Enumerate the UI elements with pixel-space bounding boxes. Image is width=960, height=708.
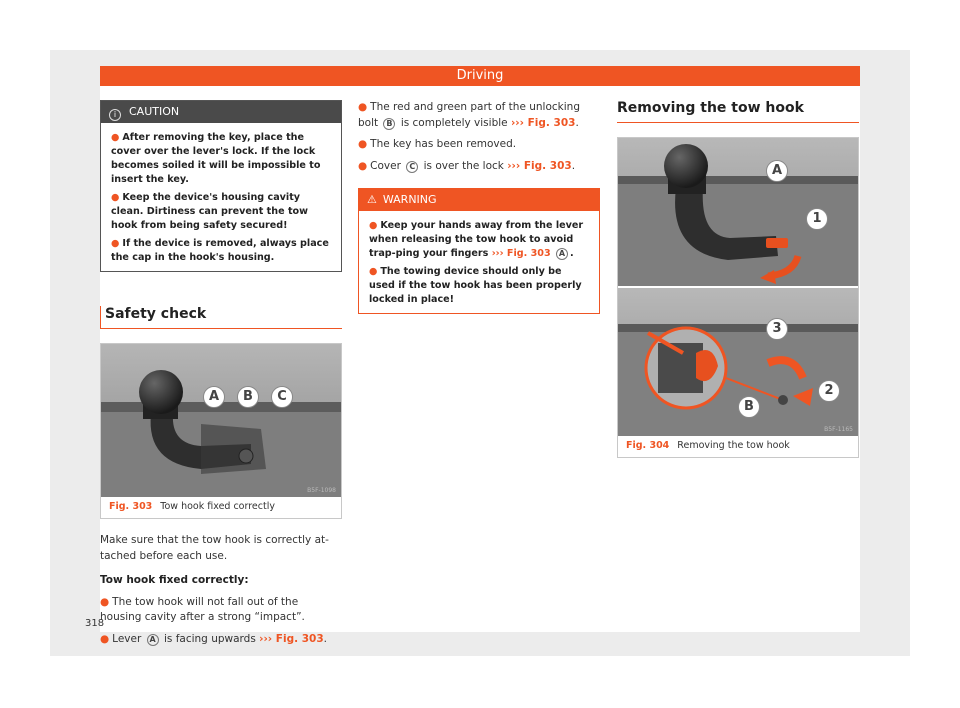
column-left	[100, 100, 342, 647]
callout-a: A	[766, 160, 788, 182]
figure-number: Fig. 303	[109, 501, 153, 512]
bullet-icon: ●	[358, 101, 368, 113]
callout-c: C	[271, 386, 293, 408]
caution-body	[101, 123, 341, 271]
bullet-icon: ●	[369, 266, 378, 277]
callout-2: 2	[818, 380, 840, 402]
warning-title: WARNING	[382, 193, 437, 206]
subheading: Tow hook fixed correctly:	[100, 574, 249, 586]
figure-reference-link[interactable]: ››› Fig. 303	[491, 248, 551, 259]
figure-304	[617, 137, 859, 458]
warning-item: ● Keep your hands away from the lever when releasing the tow hook to avoid trap-ping your fingers ››› Fig. 303 A .	[369, 220, 584, 259]
label-badge: A	[556, 248, 568, 260]
list-item: ● The red and green part of the unlocking bolt B is completely visible ››› Fig. 303.	[358, 101, 580, 129]
label-badge: B	[383, 118, 395, 130]
callout-3: 3	[766, 318, 788, 340]
figure-caption	[101, 497, 341, 518]
bullet-icon: ●	[111, 192, 120, 203]
label-badge: C	[406, 161, 418, 173]
figure-reference-link[interactable]: ››› Fig. 303	[259, 632, 324, 645]
figure-code: B5F-1165	[824, 426, 853, 433]
warning-item: ● The towing device should only be used if the tow hook has been properly locked in place!	[369, 266, 582, 305]
bullet-icon: ●	[111, 132, 120, 143]
bullet-icon: ●	[358, 159, 368, 172]
callout-b: B	[237, 386, 259, 408]
figure-code: B5F-1098	[307, 487, 336, 494]
figure-caption	[618, 436, 858, 457]
caution-header	[101, 101, 341, 123]
caution-item: ● After removing the key, place the cover over the lever's lock. If the lock becomes soiled it will be impossible to insert the key.	[111, 132, 321, 185]
figure-caption-text: Removing the tow hook	[677, 440, 790, 451]
bullet-icon: ●	[358, 138, 368, 150]
section-heading-safety-check: Safety check	[100, 306, 342, 329]
info-icon: i	[109, 109, 121, 121]
column-middle	[358, 100, 600, 314]
figure-reference-link[interactable]: ››› Fig. 303	[510, 116, 576, 129]
list-item: ● Cover C is over the lock ››› Fig. 303.	[358, 159, 576, 172]
list-item: ● Lever A is facing upwards ››› Fig. 303.	[100, 632, 327, 645]
list-item: ● The key has been removed.	[358, 138, 517, 150]
callout-a: A	[203, 386, 225, 408]
figure-number: Fig. 304	[626, 440, 670, 451]
bullet-icon: ●	[100, 632, 110, 645]
caution-box	[100, 100, 342, 272]
caution-item: ● Keep the device's housing cavity clean. Dirtiness can prevent the tow hook from being safety secured!	[111, 192, 308, 231]
warning-box	[358, 188, 600, 314]
section-heading-removing: Removing the tow hook	[617, 100, 859, 123]
bullet-icon: ●	[100, 595, 110, 608]
warning-triangle-icon: ⚠	[367, 193, 377, 206]
figure-caption-text: Tow hook fixed correctly	[160, 501, 275, 512]
figure-303-image	[101, 344, 341, 497]
bullet-icon: ●	[369, 220, 378, 231]
list-item: ● The tow hook will not fall out of the housing cavity after a strong “impact”.	[100, 595, 305, 623]
caution-title: CAUTION	[129, 105, 180, 118]
page-number: 318	[85, 618, 105, 629]
warning-body	[359, 211, 599, 313]
warning-header	[359, 189, 599, 211]
caution-item: ● If the device is removed, always place the cap in the hook's housing.	[111, 238, 329, 263]
tow-hook-fixed-illustration	[101, 344, 341, 497]
figure-reference-link[interactable]: ››› Fig. 303	[507, 159, 572, 172]
label-badge: A	[147, 634, 159, 646]
callout-1: 1	[806, 208, 828, 230]
chapter-header: Driving	[100, 66, 860, 86]
figure-303	[100, 343, 342, 519]
intro-paragraph: Make sure that the tow hook is correctly at-tached before each use.	[100, 534, 329, 562]
bullet-icon: ●	[111, 238, 120, 249]
column-right	[617, 100, 859, 458]
callout-b: B	[738, 396, 760, 418]
figure-304-image	[618, 138, 858, 436]
